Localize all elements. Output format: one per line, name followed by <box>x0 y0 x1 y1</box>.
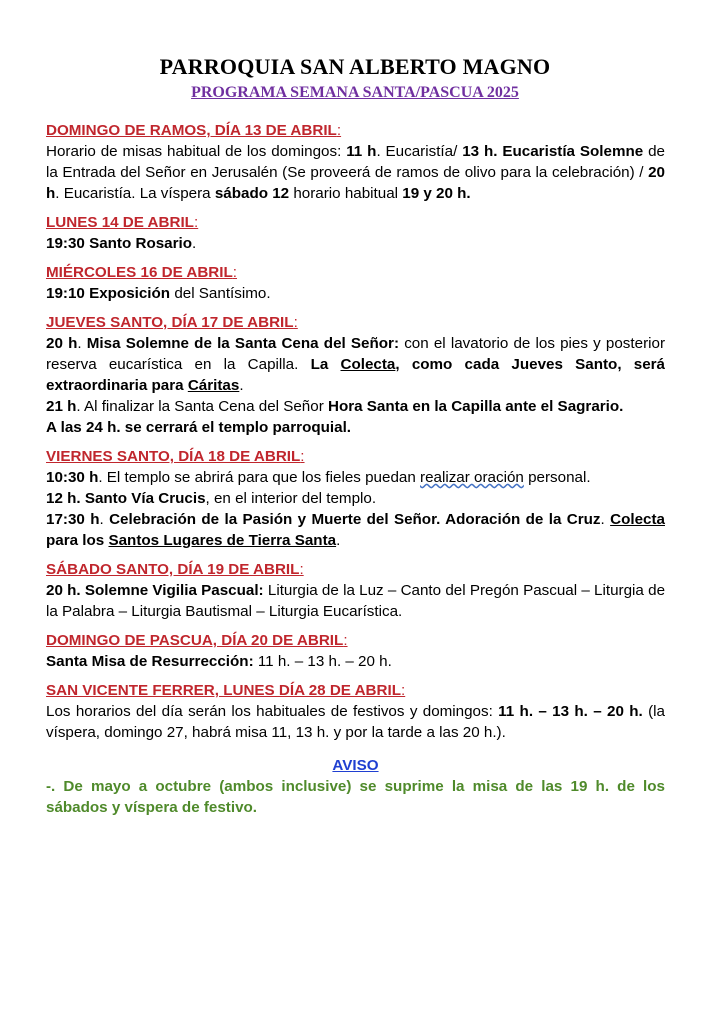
section-text: 17:30 h. Celebración de la Pasión y Muerte del Señor. Adoración de la Cruz. Colecta para los Santos Lugares de Tierra Santa. <box>46 511 665 549</box>
section-heading: SAN VICENTE FERRER, LUNES DÍA 28 DE ABRIL: <box>46 682 406 699</box>
section-heading: MIÉRCOLES 16 DE ABRIL: <box>46 264 238 281</box>
section-text: 12 h. Santo Vía Crucis, en el interior del templo. <box>46 490 377 507</box>
spellcheck-underlined-text: realizar oración <box>420 469 524 486</box>
section-heading: JUEVES SANTO, DÍA 17 DE ABRIL: <box>46 314 298 331</box>
section-sabado-santo <box>46 559 665 622</box>
program-content <box>46 120 665 818</box>
section-text: 21 h. Al finalizar la Santa Cena del Señor Hora Santa en la Capilla ante el Sagrario. <box>46 398 624 415</box>
aviso-text: -. De mayo a octubre (ambos inclusive) se suprime la misa de las 19 h. de los sábados y víspera de festivo. <box>46 778 665 816</box>
section-domingo-ramos <box>46 120 665 204</box>
section-viernes-santo <box>46 446 665 551</box>
section-lunes <box>46 212 665 254</box>
section-san-vicente <box>46 680 665 743</box>
section-miercoles <box>46 262 665 304</box>
section-text: Santa Misa de Resurrección: 11 h. – 13 h. – 20 h. <box>46 653 392 670</box>
colecta-link-text: Colecta <box>340 356 396 373</box>
section-domingo-pascua <box>46 630 665 672</box>
section-text: 20 h. Solemne Vigilia Pascual: Liturgia de la Luz – Canto del Pregón Pascual – Liturgia de la Palabra – Liturgia Bautismal – Liturgia Eucarística. <box>46 582 666 620</box>
section-heading: VIERNES SANTO, DÍA 18 DE ABRIL: <box>46 448 305 465</box>
section-heading: DOMINGO DE RAMOS, DÍA 13 DE ABRIL: <box>46 122 342 139</box>
section-heading: DOMINGO DE PASCUA, DÍA 20 DE ABRIL: <box>46 632 348 649</box>
section-jueves-santo <box>46 312 665 438</box>
aviso-section <box>46 755 665 818</box>
section-text: Los horarios del día serán los habituales de festivos y domingos: 11 h. – 13 h. – 20 h. (la víspera, domingo 27, habrá misa 11, 13 h. y por la tarde a las 20 h.). <box>46 703 665 741</box>
section-text: 19:30 Santo Rosario. <box>46 235 197 252</box>
page-title: PARROQUIA SAN ALBERTO MAGNO <box>159 54 551 79</box>
santos-lugares-text: Santos Lugares de Tierra Santa <box>108 532 337 549</box>
colecta-text: Colecta <box>610 511 665 528</box>
section-heading: SÁBADO SANTO, DÍA 19 DE ABRIL: <box>46 561 304 578</box>
caritas-text: Cáritas <box>187 377 240 394</box>
aviso-title: AVISO <box>332 757 379 774</box>
section-text: Horario de misas habitual de los domingos: 11 h. Eucaristía/ 13 h. Eucaristía Solemne de la Entrada del Señor en Jerusalén (Se proveerá de ramos de olivo para la celebración) / 20 h. Eucaristía. La víspera sábado 12 horario habitual 19 y 20 h. <box>46 143 665 202</box>
page-subtitle: PROGRAMA SEMANA SANTA/PASCUA 2025 <box>191 84 519 101</box>
section-heading: LUNES 14 DE ABRIL: <box>46 214 199 231</box>
section-text: 10:30 h. El templo se abrirá para que los fieles puedan realizar oración personal. <box>46 469 591 486</box>
section-text: 20 h. Misa Solemne de la Santa Cena del Señor: con el lavatorio de los pies y posterior reserva eucarística en la Capilla. La Colecta, como cada Jueves Santo, será extraordinaria para Cáritas. <box>46 335 666 394</box>
section-text: 19:10 Exposición del Santísimo. <box>46 285 271 302</box>
section-text: A las 24 h. se cerrará el templo parroquial. <box>46 419 352 436</box>
